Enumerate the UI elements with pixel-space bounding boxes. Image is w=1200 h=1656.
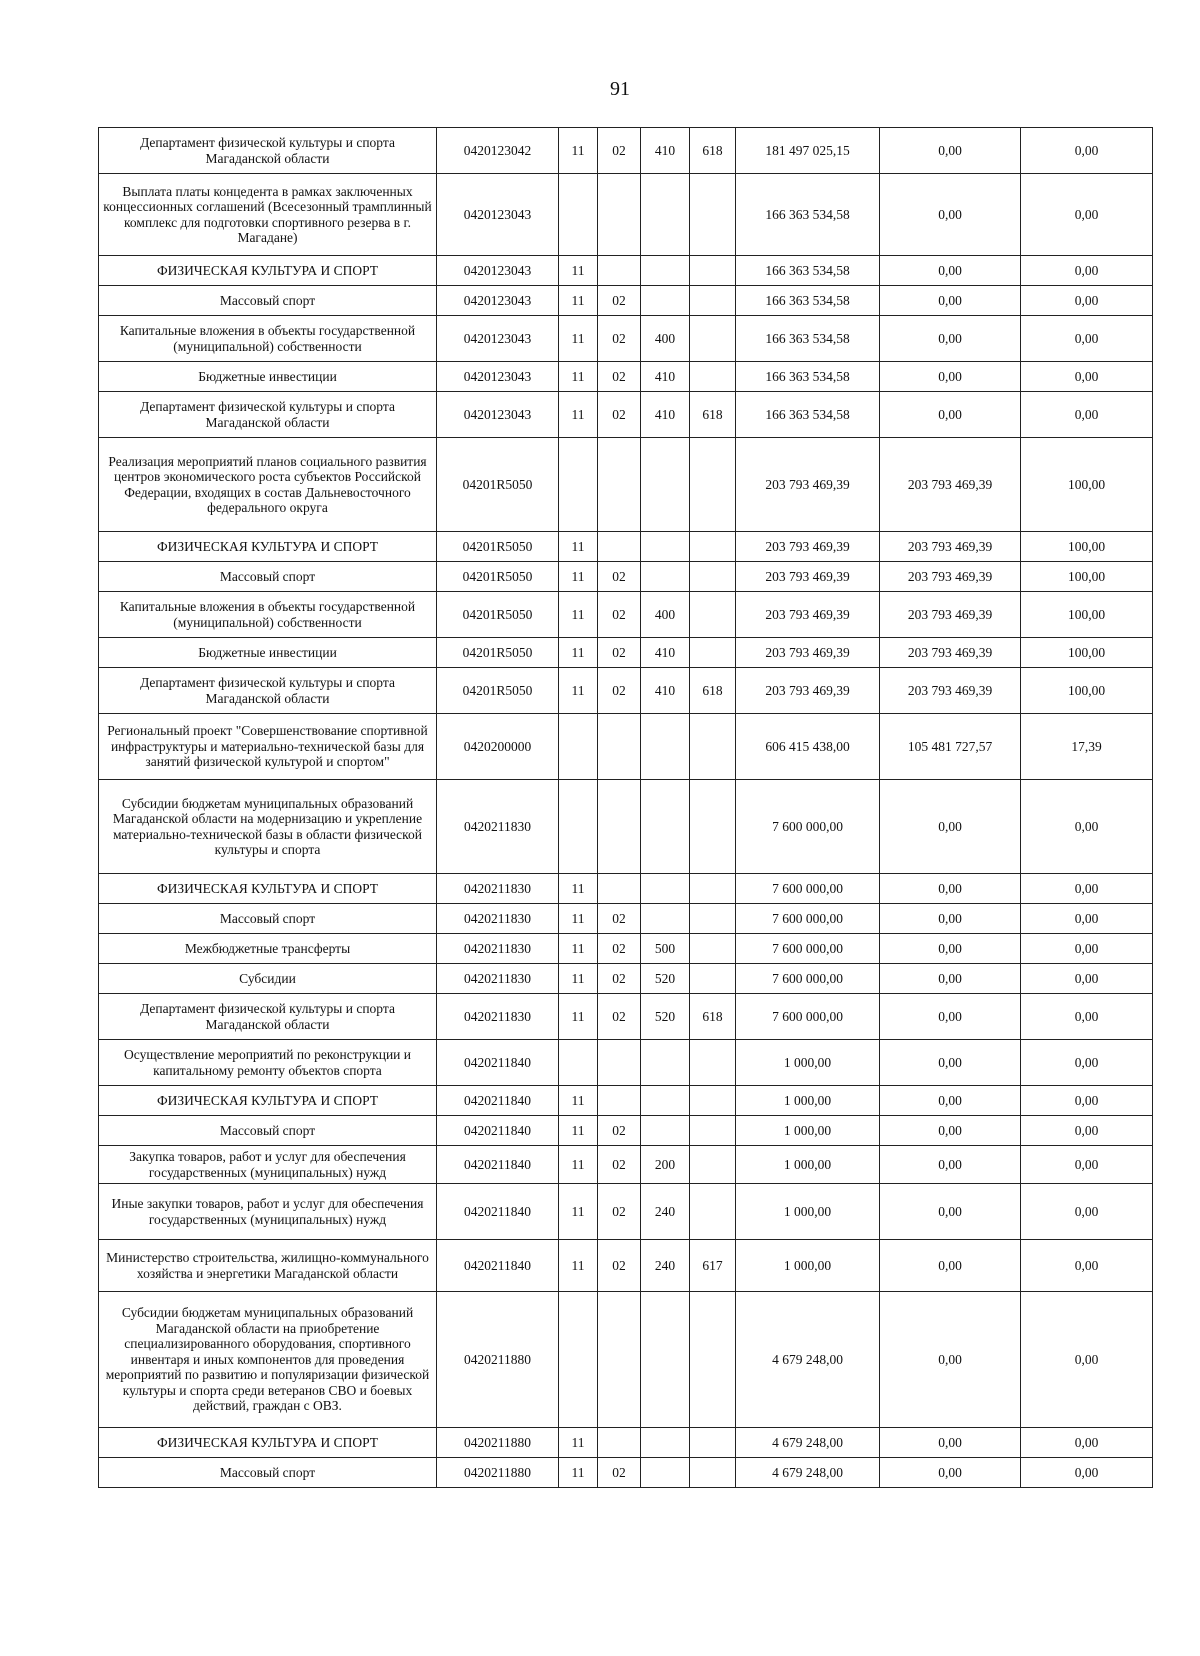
- row-actual-amount-cell: 203 793 469,39: [880, 592, 1021, 638]
- row-expense-type-cell: 240: [641, 1240, 690, 1292]
- table-body: [99, 128, 1153, 1488]
- row-subsection-cell: [598, 874, 641, 904]
- row-section-cell: 11: [559, 964, 598, 994]
- row-planned-amount-cell: 7 600 000,00: [736, 780, 880, 874]
- row-expense-type-cell: 520: [641, 994, 690, 1040]
- row-actual-amount-cell: 0,00: [880, 964, 1021, 994]
- row-percent-cell: 17,39: [1021, 714, 1153, 780]
- row-actual-amount-cell: 0,00: [880, 1292, 1021, 1428]
- row-code-cell: 0420123043: [437, 256, 559, 286]
- row-code-cell: 0420123043: [437, 316, 559, 362]
- row-actual-amount-cell: 0,00: [880, 994, 1021, 1040]
- row-subsection-cell: [598, 1086, 641, 1116]
- row-percent-cell: 100,00: [1021, 638, 1153, 668]
- row-expense-type-cell: [641, 780, 690, 874]
- row-planned-amount-cell: 4 679 248,00: [736, 1292, 880, 1428]
- row-section-cell: 11: [559, 128, 598, 174]
- table-row: [99, 392, 1153, 438]
- row-code-cell: 0420211840: [437, 1240, 559, 1292]
- row-expense-type-cell: [641, 904, 690, 934]
- row-administrator-cell: 618: [690, 392, 736, 438]
- row-actual-amount-cell: 203 793 469,39: [880, 638, 1021, 668]
- row-planned-amount-cell: 166 363 534,58: [736, 362, 880, 392]
- table-row: [99, 780, 1153, 874]
- row-name-cell: Субсидии: [99, 964, 437, 994]
- row-planned-amount-cell: 203 793 469,39: [736, 668, 880, 714]
- row-actual-amount-cell: 203 793 469,39: [880, 668, 1021, 714]
- row-expense-type-cell: 410: [641, 392, 690, 438]
- row-planned-amount-cell: 1 000,00: [736, 1116, 880, 1146]
- row-expense-type-cell: [641, 1428, 690, 1458]
- row-name-cell: ФИЗИЧЕСКАЯ КУЛЬТУРА И СПОРТ: [99, 1428, 437, 1458]
- row-subsection-cell: 02: [598, 592, 641, 638]
- row-percent-cell: 0,00: [1021, 316, 1153, 362]
- row-expense-type-cell: [641, 1040, 690, 1086]
- row-subsection-cell: [598, 532, 641, 562]
- row-administrator-cell: [690, 256, 736, 286]
- row-actual-amount-cell: 0,00: [880, 904, 1021, 934]
- row-percent-cell: 100,00: [1021, 562, 1153, 592]
- table-row: [99, 1116, 1153, 1146]
- row-expense-type-cell: [641, 714, 690, 780]
- row-administrator-cell: [690, 1146, 736, 1184]
- row-section-cell: 11: [559, 1458, 598, 1488]
- row-planned-amount-cell: 181 497 025,15: [736, 128, 880, 174]
- row-name-cell: Департамент физической культуры и спорта Магаданской области: [99, 128, 437, 174]
- table-row: [99, 174, 1153, 256]
- table-row: [99, 1428, 1153, 1458]
- table-row: [99, 1292, 1153, 1428]
- row-name-cell: Иные закупки товаров, работ и услуг для обеспечения государственных (муниципальных) нужд: [99, 1184, 437, 1240]
- row-planned-amount-cell: 203 793 469,39: [736, 562, 880, 592]
- row-section-cell: 11: [559, 1240, 598, 1292]
- row-code-cell: 0420123043: [437, 286, 559, 316]
- row-percent-cell: 0,00: [1021, 1086, 1153, 1116]
- row-planned-amount-cell: 4 679 248,00: [736, 1458, 880, 1488]
- row-administrator-cell: [690, 362, 736, 392]
- row-name-cell: Субсидии бюджетам муниципальных образований Магаданской области на приобретение специализированного оборудования, спортивного инвентаря и иных компонентов для проведения мероприятий по развитию и популяризации физической культуры и спорта среди ветеранов СВО и боевых действий, граждан с ОВЗ.: [99, 1292, 437, 1428]
- row-expense-type-cell: [641, 1116, 690, 1146]
- row-name-cell: ФИЗИЧЕСКАЯ КУЛЬТУРА И СПОРТ: [99, 874, 437, 904]
- row-actual-amount-cell: 0,00: [880, 1146, 1021, 1184]
- row-section-cell: 11: [559, 668, 598, 714]
- table-row: [99, 1458, 1153, 1488]
- row-code-cell: 0420123043: [437, 174, 559, 256]
- row-code-cell: 0420211830: [437, 934, 559, 964]
- row-subsection-cell: 02: [598, 1240, 641, 1292]
- row-name-cell: ФИЗИЧЕСКАЯ КУЛЬТУРА И СПОРТ: [99, 532, 437, 562]
- row-section-cell: 11: [559, 1086, 598, 1116]
- row-code-cell: 0420211830: [437, 964, 559, 994]
- row-subsection-cell: 02: [598, 964, 641, 994]
- row-section-cell: 11: [559, 592, 598, 638]
- row-code-cell: 0420211880: [437, 1428, 559, 1458]
- row-name-cell: ФИЗИЧЕСКАЯ КУЛЬТУРА И СПОРТ: [99, 1086, 437, 1116]
- row-actual-amount-cell: 0,00: [880, 874, 1021, 904]
- row-administrator-cell: [690, 714, 736, 780]
- row-percent-cell: 0,00: [1021, 128, 1153, 174]
- row-subsection-cell: [598, 714, 641, 780]
- page-number: 91: [610, 78, 630, 100]
- row-administrator-cell: [690, 1428, 736, 1458]
- row-expense-type-cell: 410: [641, 362, 690, 392]
- row-section-cell: 11: [559, 392, 598, 438]
- row-planned-amount-cell: 203 793 469,39: [736, 532, 880, 562]
- row-name-cell: Министерство строительства, жилищно-коммунального хозяйства и энергетики Магаданской области: [99, 1240, 437, 1292]
- row-percent-cell: 0,00: [1021, 1146, 1153, 1184]
- row-name-cell: Массовый спорт: [99, 1458, 437, 1488]
- row-percent-cell: 0,00: [1021, 174, 1153, 256]
- row-planned-amount-cell: 1 000,00: [736, 1146, 880, 1184]
- row-name-cell: Массовый спорт: [99, 286, 437, 316]
- table-row: [99, 532, 1153, 562]
- row-expense-type-cell: [641, 1086, 690, 1116]
- row-section-cell: 11: [559, 562, 598, 592]
- row-subsection-cell: 02: [598, 1458, 641, 1488]
- row-percent-cell: 0,00: [1021, 256, 1153, 286]
- row-code-cell: 04201R5050: [437, 562, 559, 592]
- table-row: [99, 592, 1153, 638]
- row-subsection-cell: 02: [598, 1184, 641, 1240]
- row-section-cell: 11: [559, 256, 598, 286]
- row-administrator-cell: [690, 592, 736, 638]
- row-code-cell: 04201R5050: [437, 592, 559, 638]
- table-row: [99, 668, 1153, 714]
- row-expense-type-cell: [641, 1292, 690, 1428]
- row-actual-amount-cell: 203 793 469,39: [880, 438, 1021, 532]
- row-code-cell: 0420211840: [437, 1116, 559, 1146]
- row-percent-cell: 0,00: [1021, 1240, 1153, 1292]
- row-administrator-cell: [690, 1040, 736, 1086]
- row-percent-cell: 0,00: [1021, 780, 1153, 874]
- row-code-cell: 04201R5050: [437, 438, 559, 532]
- row-administrator-cell: [690, 934, 736, 964]
- row-actual-amount-cell: 0,00: [880, 780, 1021, 874]
- row-actual-amount-cell: 0,00: [880, 1086, 1021, 1116]
- row-code-cell: 0420211830: [437, 780, 559, 874]
- row-name-cell: Департамент физической культуры и спорта Магаданской области: [99, 392, 437, 438]
- row-percent-cell: 0,00: [1021, 1184, 1153, 1240]
- row-code-cell: 0420211840: [437, 1184, 559, 1240]
- row-actual-amount-cell: 0,00: [880, 286, 1021, 316]
- table-row: [99, 286, 1153, 316]
- row-administrator-cell: [690, 904, 736, 934]
- row-name-cell: Региональный проект "Совершенствование спортивной инфраструктуры и материально-технической базы для занятий физической культурой и спортом": [99, 714, 437, 780]
- row-administrator-cell: 618: [690, 128, 736, 174]
- row-planned-amount-cell: 606 415 438,00: [736, 714, 880, 780]
- row-actual-amount-cell: 0,00: [880, 934, 1021, 964]
- row-name-cell: Капитальные вложения в объекты государственной (муниципальной) собственности: [99, 592, 437, 638]
- row-percent-cell: 0,00: [1021, 994, 1153, 1040]
- row-administrator-cell: [690, 1292, 736, 1428]
- row-planned-amount-cell: 203 793 469,39: [736, 638, 880, 668]
- row-subsection-cell: [598, 174, 641, 256]
- row-subsection-cell: 02: [598, 1116, 641, 1146]
- row-code-cell: 04201R5050: [437, 532, 559, 562]
- row-administrator-cell: [690, 1184, 736, 1240]
- table-row: [99, 562, 1153, 592]
- row-planned-amount-cell: 1 000,00: [736, 1086, 880, 1116]
- row-subsection-cell: 02: [598, 286, 641, 316]
- row-name-cell: Массовый спорт: [99, 1116, 437, 1146]
- row-subsection-cell: 02: [598, 994, 641, 1040]
- row-percent-cell: 100,00: [1021, 438, 1153, 532]
- row-planned-amount-cell: 7 600 000,00: [736, 904, 880, 934]
- row-expense-type-cell: 410: [641, 638, 690, 668]
- row-administrator-cell: [690, 562, 736, 592]
- row-subsection-cell: [598, 780, 641, 874]
- row-expense-type-cell: 400: [641, 592, 690, 638]
- row-planned-amount-cell: 203 793 469,39: [736, 438, 880, 532]
- row-administrator-cell: [690, 964, 736, 994]
- row-section-cell: 11: [559, 1428, 598, 1458]
- row-planned-amount-cell: 166 363 534,58: [736, 256, 880, 286]
- row-actual-amount-cell: 0,00: [880, 128, 1021, 174]
- row-section-cell: 11: [559, 532, 598, 562]
- table-row: [99, 128, 1153, 174]
- row-subsection-cell: 02: [598, 638, 641, 668]
- row-administrator-cell: [690, 532, 736, 562]
- row-actual-amount-cell: 0,00: [880, 1184, 1021, 1240]
- row-name-cell: Департамент физической культуры и спорта Магаданской области: [99, 994, 437, 1040]
- row-name-cell: Бюджетные инвестиции: [99, 638, 437, 668]
- row-expense-type-cell: [641, 256, 690, 286]
- table-row: [99, 316, 1153, 362]
- table-row: [99, 362, 1153, 392]
- row-name-cell: Закупка товаров, работ и услуг для обеспечения государственных (муниципальных) нужд: [99, 1146, 437, 1184]
- row-subsection-cell: [598, 1040, 641, 1086]
- row-subsection-cell: 02: [598, 934, 641, 964]
- row-code-cell: 04201R5050: [437, 668, 559, 714]
- row-administrator-cell: [690, 638, 736, 668]
- row-expense-type-cell: [641, 174, 690, 256]
- row-section-cell: 11: [559, 362, 598, 392]
- row-subsection-cell: 02: [598, 904, 641, 934]
- row-administrator-cell: [690, 1116, 736, 1146]
- row-actual-amount-cell: 0,00: [880, 256, 1021, 286]
- row-planned-amount-cell: 166 363 534,58: [736, 174, 880, 256]
- row-subsection-cell: 02: [598, 1146, 641, 1184]
- row-name-cell: ФИЗИЧЕСКАЯ КУЛЬТУРА И СПОРТ: [99, 256, 437, 286]
- row-section-cell: 11: [559, 934, 598, 964]
- row-name-cell: Департамент физической культуры и спорта Магаданской области: [99, 668, 437, 714]
- row-administrator-cell: [690, 1086, 736, 1116]
- table-row: [99, 1184, 1153, 1240]
- row-subsection-cell: [598, 438, 641, 532]
- row-name-cell: Субсидии бюджетам муниципальных образований Магаданской области на модернизацию и укрепление материально-технической базы в области физической культуры и спорта: [99, 780, 437, 874]
- row-planned-amount-cell: 1 000,00: [736, 1240, 880, 1292]
- row-actual-amount-cell: 0,00: [880, 1116, 1021, 1146]
- row-section-cell: [559, 714, 598, 780]
- row-administrator-cell: [690, 780, 736, 874]
- row-name-cell: Бюджетные инвестиции: [99, 362, 437, 392]
- row-actual-amount-cell: 203 793 469,39: [880, 532, 1021, 562]
- table-row: [99, 994, 1153, 1040]
- row-section-cell: 11: [559, 904, 598, 934]
- row-percent-cell: 0,00: [1021, 1292, 1153, 1428]
- row-name-cell: Межбюджетные трансферты: [99, 934, 437, 964]
- row-percent-cell: 0,00: [1021, 964, 1153, 994]
- row-code-cell: 0420211830: [437, 874, 559, 904]
- row-actual-amount-cell: 203 793 469,39: [880, 562, 1021, 592]
- row-planned-amount-cell: 4 679 248,00: [736, 1428, 880, 1458]
- row-planned-amount-cell: 1 000,00: [736, 1184, 880, 1240]
- row-actual-amount-cell: 0,00: [880, 316, 1021, 362]
- row-expense-type-cell: [641, 874, 690, 904]
- row-percent-cell: 0,00: [1021, 392, 1153, 438]
- row-percent-cell: 0,00: [1021, 874, 1153, 904]
- row-administrator-cell: 618: [690, 994, 736, 1040]
- row-percent-cell: 0,00: [1021, 1040, 1153, 1086]
- row-expense-type-cell: 520: [641, 964, 690, 994]
- row-section-cell: 11: [559, 874, 598, 904]
- row-subsection-cell: 02: [598, 362, 641, 392]
- row-code-cell: 0420211840: [437, 1040, 559, 1086]
- row-actual-amount-cell: 0,00: [880, 362, 1021, 392]
- row-percent-cell: 100,00: [1021, 592, 1153, 638]
- row-administrator-cell: [690, 174, 736, 256]
- row-planned-amount-cell: 7 600 000,00: [736, 994, 880, 1040]
- row-subsection-cell: [598, 1428, 641, 1458]
- row-code-cell: 0420211830: [437, 904, 559, 934]
- row-percent-cell: 0,00: [1021, 1116, 1153, 1146]
- row-code-cell: 0420211830: [437, 994, 559, 1040]
- row-administrator-cell: 618: [690, 668, 736, 714]
- row-administrator-cell: 617: [690, 1240, 736, 1292]
- row-code-cell: 0420211840: [437, 1146, 559, 1184]
- row-actual-amount-cell: 0,00: [880, 1458, 1021, 1488]
- row-administrator-cell: [690, 874, 736, 904]
- row-actual-amount-cell: 0,00: [880, 1240, 1021, 1292]
- row-expense-type-cell: 500: [641, 934, 690, 964]
- row-section-cell: [559, 780, 598, 874]
- row-expense-type-cell: [641, 532, 690, 562]
- row-section-cell: 11: [559, 1146, 598, 1184]
- row-planned-amount-cell: 166 363 534,58: [736, 316, 880, 362]
- row-percent-cell: 100,00: [1021, 668, 1153, 714]
- row-planned-amount-cell: 166 363 534,58: [736, 286, 880, 316]
- row-expense-type-cell: 400: [641, 316, 690, 362]
- row-section-cell: 11: [559, 316, 598, 362]
- row-administrator-cell: [690, 1458, 736, 1488]
- row-name-cell: Массовый спорт: [99, 562, 437, 592]
- row-name-cell: Осуществление мероприятий по реконструкции и капитальному ремонту объектов спорта: [99, 1040, 437, 1086]
- row-planned-amount-cell: 7 600 000,00: [736, 964, 880, 994]
- row-subsection-cell: 02: [598, 562, 641, 592]
- row-expense-type-cell: 410: [641, 668, 690, 714]
- row-actual-amount-cell: 0,00: [880, 174, 1021, 256]
- row-expense-type-cell: 240: [641, 1184, 690, 1240]
- row-percent-cell: 0,00: [1021, 1428, 1153, 1458]
- row-actual-amount-cell: 0,00: [880, 1428, 1021, 1458]
- table-row: [99, 1040, 1153, 1086]
- table-row: [99, 714, 1153, 780]
- row-percent-cell: 0,00: [1021, 362, 1153, 392]
- row-section-cell: 11: [559, 286, 598, 316]
- row-percent-cell: 0,00: [1021, 286, 1153, 316]
- row-code-cell: 0420211840: [437, 1086, 559, 1116]
- row-code-cell: 0420123042: [437, 128, 559, 174]
- row-expense-type-cell: 410: [641, 128, 690, 174]
- row-code-cell: 04201R5050: [437, 638, 559, 668]
- row-subsection-cell: 02: [598, 316, 641, 362]
- row-percent-cell: 100,00: [1021, 532, 1153, 562]
- row-expense-type-cell: [641, 438, 690, 532]
- row-actual-amount-cell: 0,00: [880, 1040, 1021, 1086]
- row-name-cell: Капитальные вложения в объекты государственной (муниципальной) собственности: [99, 316, 437, 362]
- row-code-cell: 0420123043: [437, 362, 559, 392]
- table-row: [99, 1086, 1153, 1116]
- row-section-cell: 11: [559, 638, 598, 668]
- row-planned-amount-cell: 166 363 534,58: [736, 392, 880, 438]
- table-row: [99, 1240, 1153, 1292]
- table-row: [99, 934, 1153, 964]
- table-row: [99, 638, 1153, 668]
- row-section-cell: [559, 174, 598, 256]
- row-name-cell: Реализация мероприятий планов социального развития центров экономического роста субъектов Российской Федерации, входящих в состав Дальневосточного федерального округа: [99, 438, 437, 532]
- row-administrator-cell: [690, 286, 736, 316]
- table-row: [99, 904, 1153, 934]
- row-actual-amount-cell: 105 481 727,57: [880, 714, 1021, 780]
- row-subsection-cell: 02: [598, 668, 641, 714]
- row-subsection-cell: 02: [598, 128, 641, 174]
- row-section-cell: [559, 438, 598, 532]
- row-planned-amount-cell: 203 793 469,39: [736, 592, 880, 638]
- row-administrator-cell: [690, 316, 736, 362]
- budget-table: [98, 127, 1153, 1488]
- row-section-cell: 11: [559, 1184, 598, 1240]
- row-section-cell: [559, 1292, 598, 1428]
- row-section-cell: 11: [559, 994, 598, 1040]
- row-code-cell: 0420123043: [437, 392, 559, 438]
- row-planned-amount-cell: 1 000,00: [736, 1040, 880, 1086]
- row-name-cell: Выплата платы концедента в рамках заключенных концессионных соглашений (Всесезонный трамплинный комплекс для подготовки спортивного резерва в г. Магадане): [99, 174, 437, 256]
- table-row: [99, 964, 1153, 994]
- row-code-cell: 0420211880: [437, 1292, 559, 1428]
- table-row: [99, 874, 1153, 904]
- row-administrator-cell: [690, 438, 736, 532]
- table-row: [99, 256, 1153, 286]
- row-expense-type-cell: [641, 1458, 690, 1488]
- row-expense-type-cell: 200: [641, 1146, 690, 1184]
- row-percent-cell: 0,00: [1021, 904, 1153, 934]
- row-planned-amount-cell: 7 600 000,00: [736, 934, 880, 964]
- row-code-cell: 0420200000: [437, 714, 559, 780]
- row-percent-cell: 0,00: [1021, 934, 1153, 964]
- row-subsection-cell: [598, 256, 641, 286]
- row-actual-amount-cell: 0,00: [880, 392, 1021, 438]
- row-section-cell: [559, 1040, 598, 1086]
- table-row: [99, 1146, 1153, 1184]
- row-section-cell: 11: [559, 1116, 598, 1146]
- row-code-cell: 0420211880: [437, 1458, 559, 1488]
- row-expense-type-cell: [641, 286, 690, 316]
- row-name-cell: Массовый спорт: [99, 904, 437, 934]
- table-row: [99, 438, 1153, 532]
- row-planned-amount-cell: 7 600 000,00: [736, 874, 880, 904]
- row-expense-type-cell: [641, 562, 690, 592]
- row-subsection-cell: 02: [598, 392, 641, 438]
- row-subsection-cell: [598, 1292, 641, 1428]
- row-percent-cell: 0,00: [1021, 1458, 1153, 1488]
